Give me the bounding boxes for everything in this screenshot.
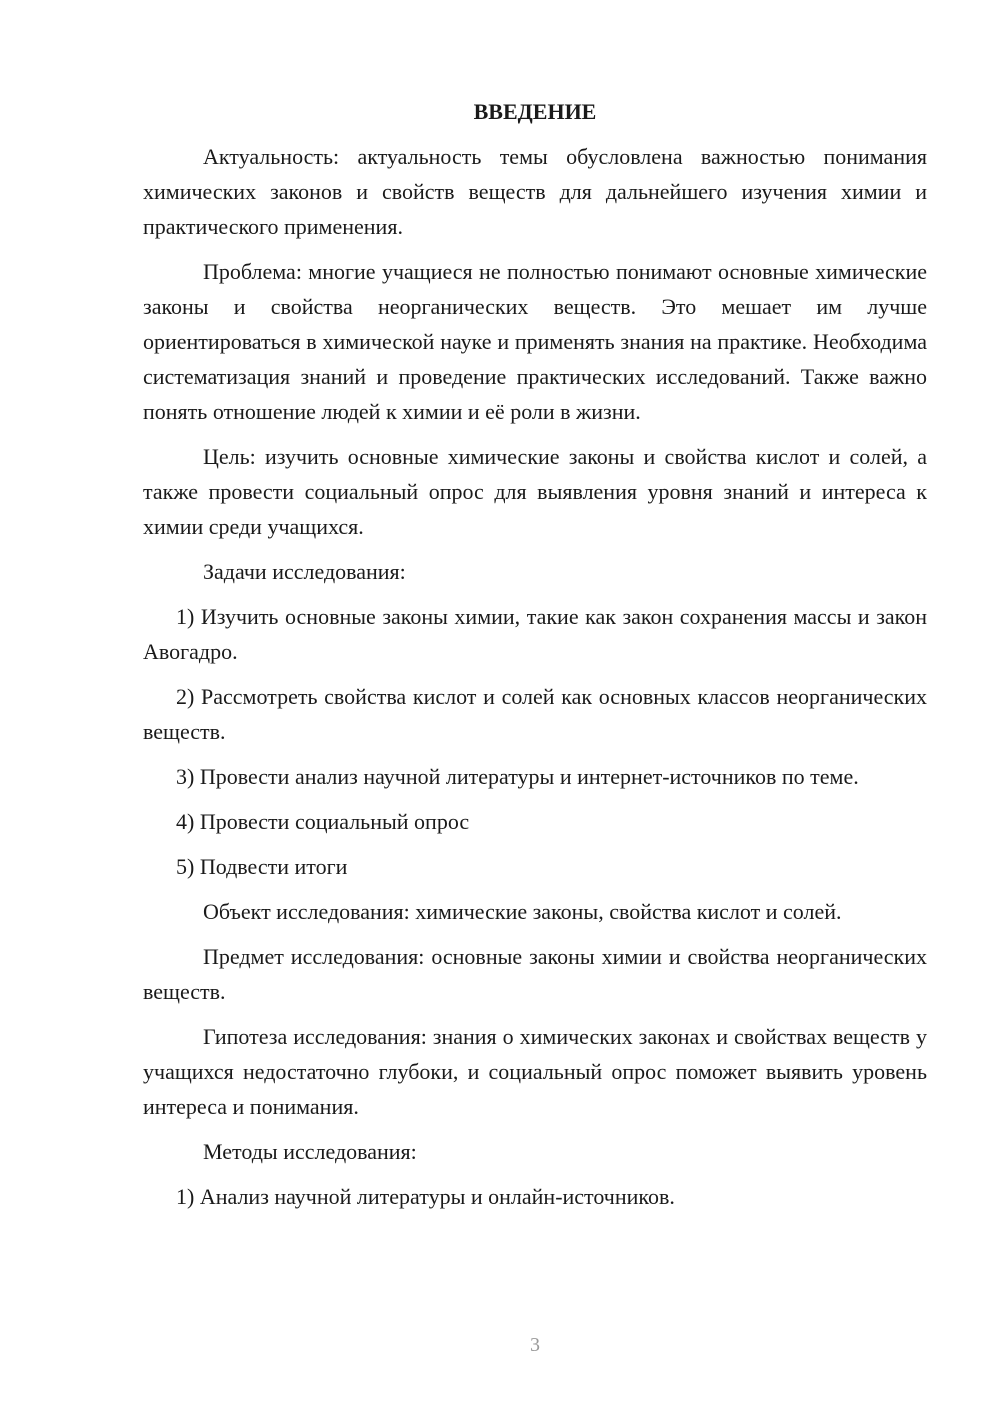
page-number: 3	[530, 1334, 540, 1356]
paragraph-object: Объект исследования: химические законы, свойства кислот и солей.	[203, 899, 842, 924]
paragraph-hypothesis: Гипотеза исследования: знания о химических законах и свойствах веществ у учащихся недостаточно глубоки, и социальный опрос поможет выявить уровень интереса и понимания.	[143, 1024, 927, 1119]
page-body	[143, 94, 927, 1224]
paragraph-goal: Цель: изучить основные химические законы и свойства кислот и солей, а также провести социальный опрос для выявления уровня знаний и интереса к химии среди учащихся.	[143, 444, 927, 539]
paragraph-subject: Предмет исследования: основные законы химии и свойства неорганических веществ.	[143, 944, 927, 1004]
task-item-2: 2) Рассмотреть свойства кислот и солей как основных классов неорганических веществ.	[143, 684, 927, 744]
section-title: ВВЕДЕНИЕ	[473, 99, 597, 124]
task-item-3: 3) Провести анализ научной литературы и интернет-источников по теме.	[176, 764, 859, 789]
method-item-1: 1) Анализ научной литературы и онлайн-источников.	[176, 1184, 675, 1209]
methods-heading: Методы исследования:	[203, 1139, 417, 1164]
paragraph-problem: Проблема: многие учащиеся не полностью понимают основные химические законы и свойства неорганических веществ. Это мешает им лучше ориентироваться в химической науке и применять знания на практике. Необходима систематизация знаний и проведение практических исследований. Также важно понять отношение людей к химии и её роли в жизни.	[143, 259, 927, 424]
task-item-1: 1) Изучить основные законы химии, такие как закон сохранения массы и закон Авогадро.	[143, 604, 927, 664]
task-item-4: 4) Провести социальный опрос	[176, 809, 470, 834]
paragraph-relevance: Актуальность: актуальность темы обусловлена важностью понимания химических законов и свойств веществ для дальнейшего изучения химии и практического применения.	[143, 144, 927, 239]
task-item-5: 5) Подвести итоги	[176, 854, 348, 879]
tasks-heading: Задачи исследования:	[203, 559, 406, 584]
